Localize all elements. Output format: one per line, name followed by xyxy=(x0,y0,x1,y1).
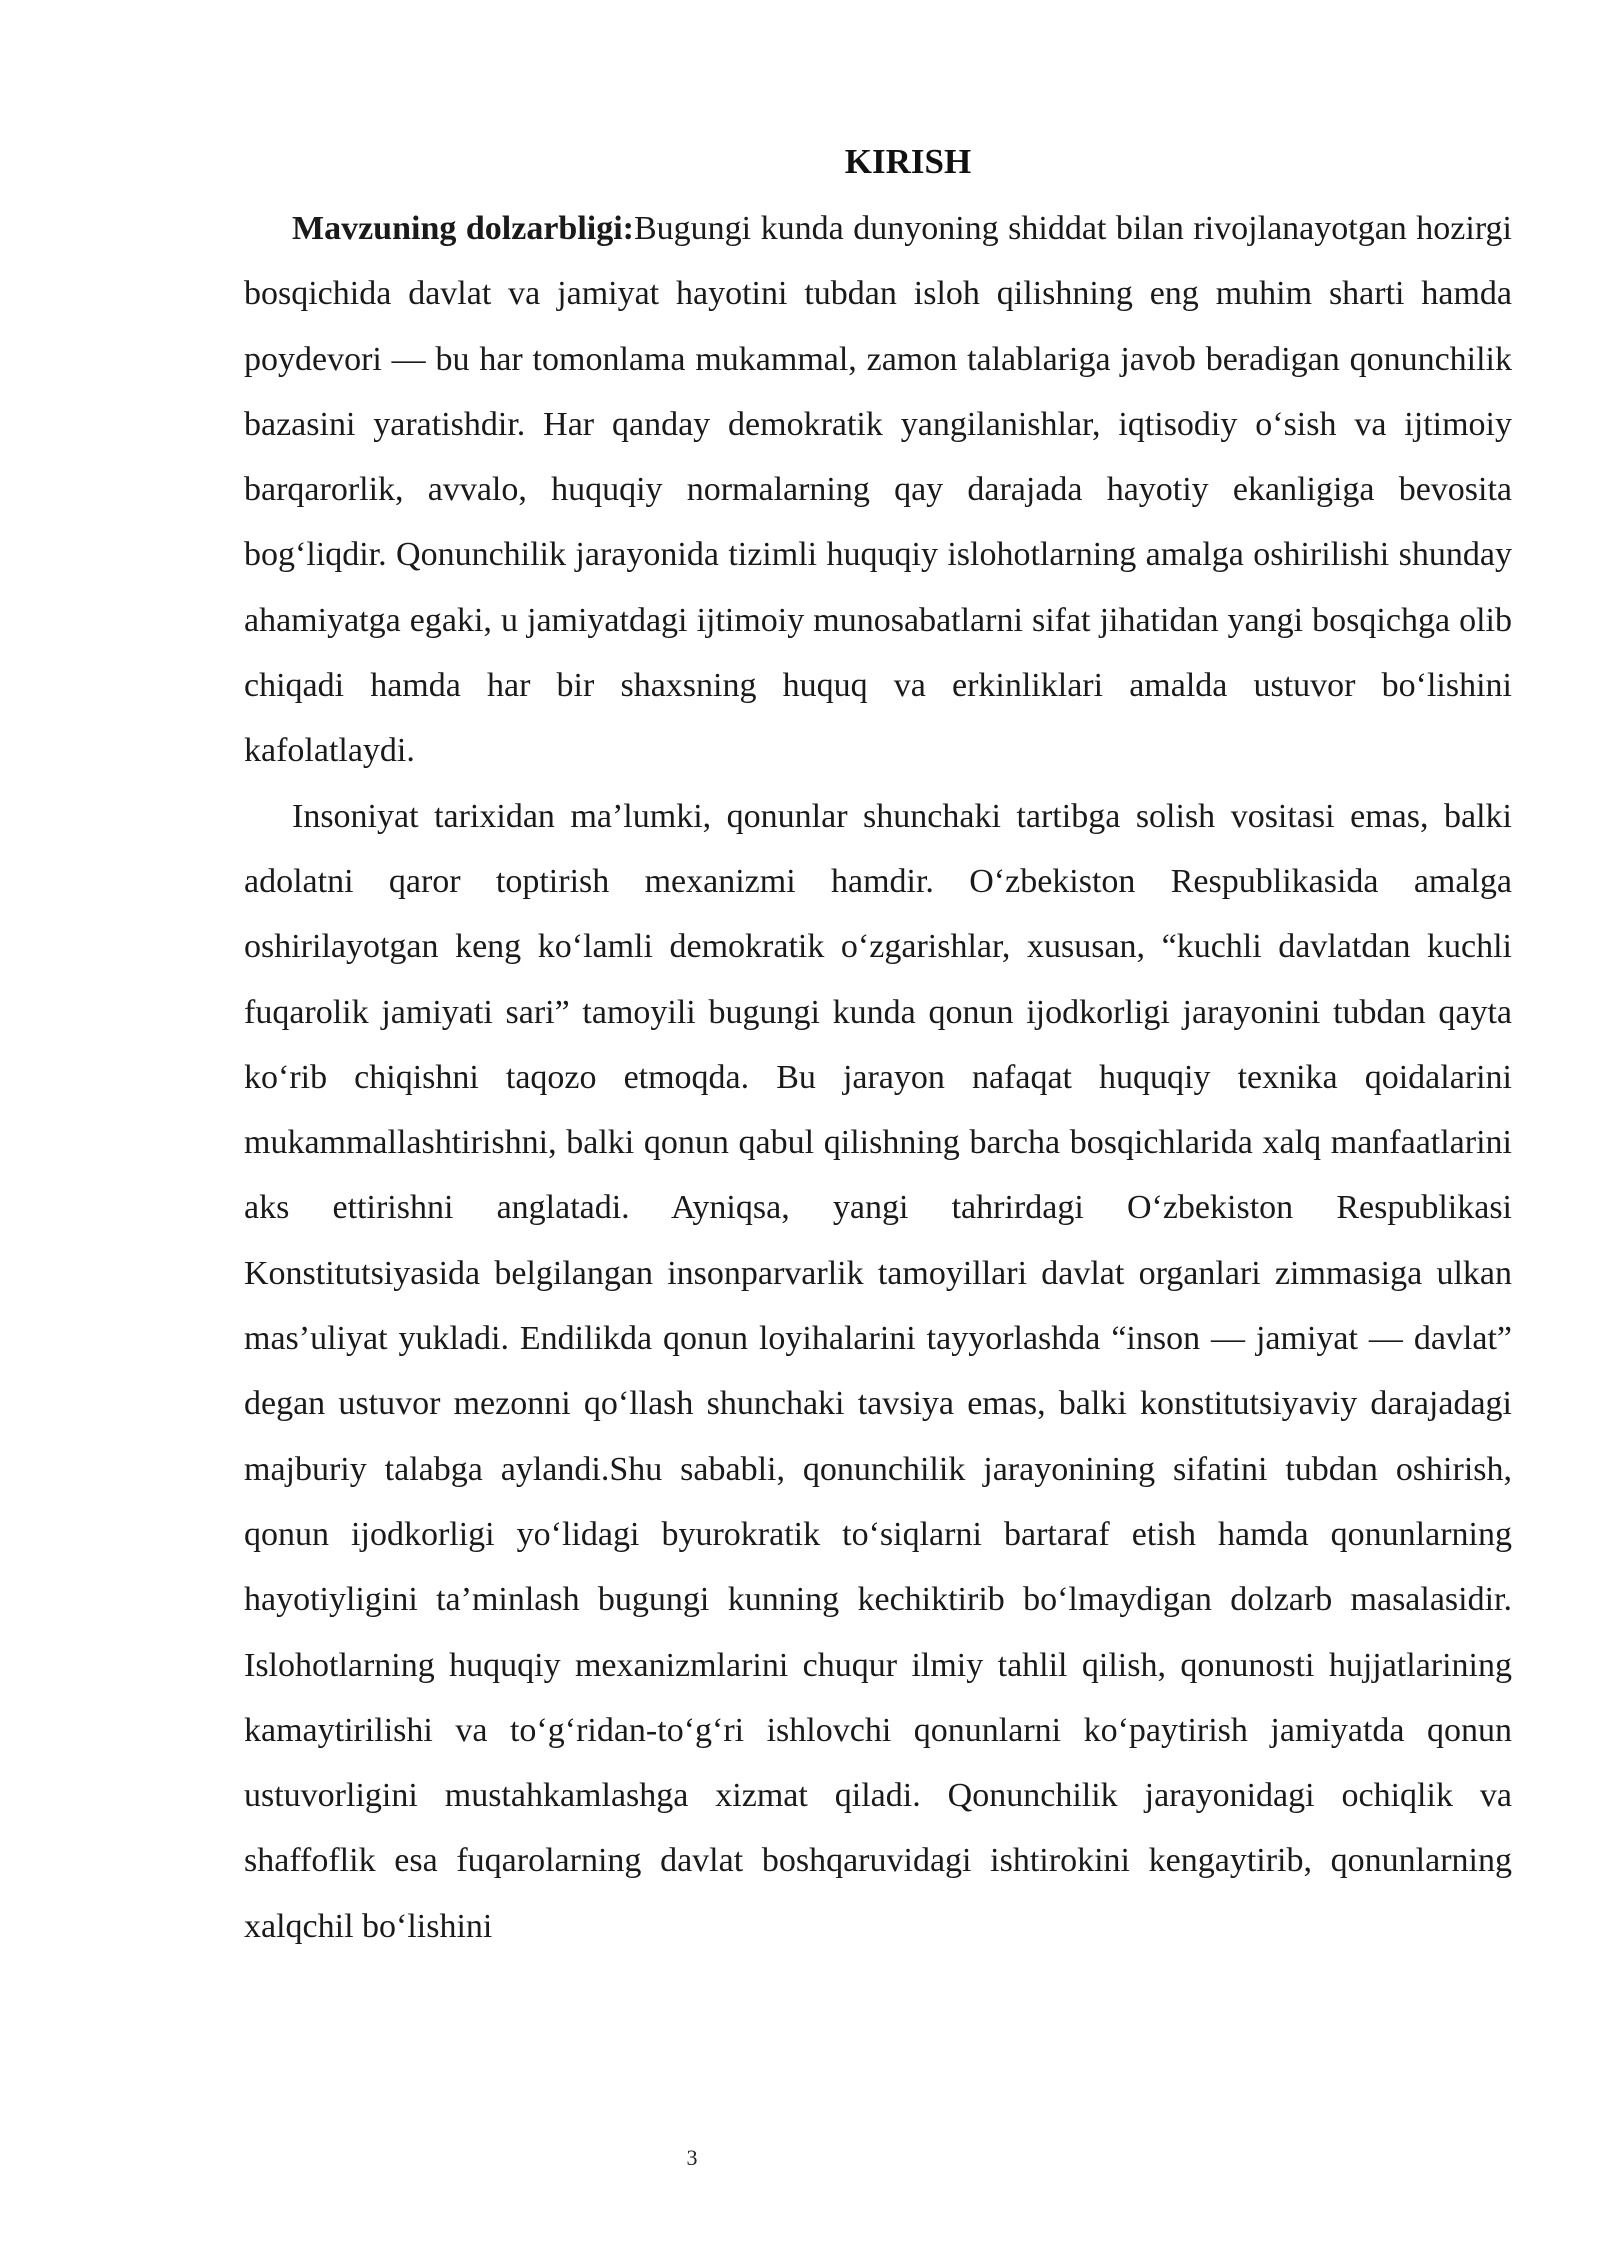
page-number: 3 xyxy=(686,2145,698,2170)
paragraph-relevance xyxy=(244,196,1512,784)
paragraph-lead: Mavzuning dolzarbligi: xyxy=(292,210,634,247)
section-heading: KIRISH xyxy=(844,142,972,181)
body-text xyxy=(244,196,1512,1959)
paragraph-relevance-text: Bugungi kunda dunyoning shiddat bilan rivojlanayotgan hozirgi bosqichida davlat va jamiyat hayotini tubdan isloh qilishning eng muhim sharti hamda poydevori — bu har tomonlama mukammal, zamon talablariga javob beradigan qonunchilik bazasini yaratishdir. Har qanday demokratik yangilanishlar, iqtisodiy o‘sish va ijtimoiy barqarorlik, avvalo, huquqiy normalarning qay darajada hayotiy ekanligiga bevosita bog‘liqdir. Qonunchilik jarayonida tizimli huquqiy islohotlarning amalga oshirilishi shunday ahamiyatga egaki, u jamiyatdagi ijtimoiy munosabatlarni sifat jihatidan yangi bosqichga olib chiqadi hamda har bir shaxsning huquq va erkinliklari amalda ustuvor bo‘lishini kafolatlaydi. xyxy=(244,210,1512,770)
paragraph-history: Insoniyat tarixidan ma’lumki, qonunlar shunchaki tartibga solish vositasi emas, balki adolatni qaror toptirish mexanizmi hamdir. O‘zbekiston Respublikasida amalga oshirilayotgan keng ko‘lamli demokratik o‘zgarishlar, xususan, “kuchli davlatdan kuchli fuqarolik jamiyati sari” tamoyili bugungi kunda qonun ijodkorligi jarayonini tubdan qayta ko‘rib chiqishni taqozo etmoqda. Bu jarayon nafaqat huquqiy texnika qoidalarini mukammallashtirishni, balki qonun qabul qilishning barcha bosqichlarida xalq manfaatlarini aks ettirishni anglatadi. Ayniqsa, yangi tahrirdagi O‘zbekiston Respublikasi Konstitutsiyasida belgilangan insonparvarlik tamoyillari davlat organlari zimmasiga ulkan mas’uliyat yukladi. Endilikda qonun loyihalarini tayyorlashda “inson — jamiyat — davlat” degan ustuvor mezonni qo‘llash shunchaki tavsiya emas, balki konstitutsiyaviy darajadagi majburiy talabga aylandi.Shu sababli, qonunchilik jarayonining sifatini tubdan oshirish, qonun ijodkorligi yo‘lidagi byurokratik to‘siqlarni bartaraf etish hamda qonunlarning hayotiyligini ta’minlash bugungi kunning kechiktirib bo‘lmaydigan dolzarb masalasidir. Islohotlarning huquqiy mexanizmlarini chuqur ilmiy tahlil qilish, qonunosti hujjatlarining kamaytirilishi va to‘g‘ridan-to‘g‘ri ishlovchi qonunlarni ko‘paytirish jamiyatda qonun ustuvorligini mustahkamlashga xizmat qiladi. Qonunchilik jarayonidagi ochiqlik va shaffoflik esa fuqarolarning davlat boshqaruvidagi ishtirokini kengaytirib, qonunlarning xalqchil bo‘lishini xyxy=(244,797,1512,1945)
